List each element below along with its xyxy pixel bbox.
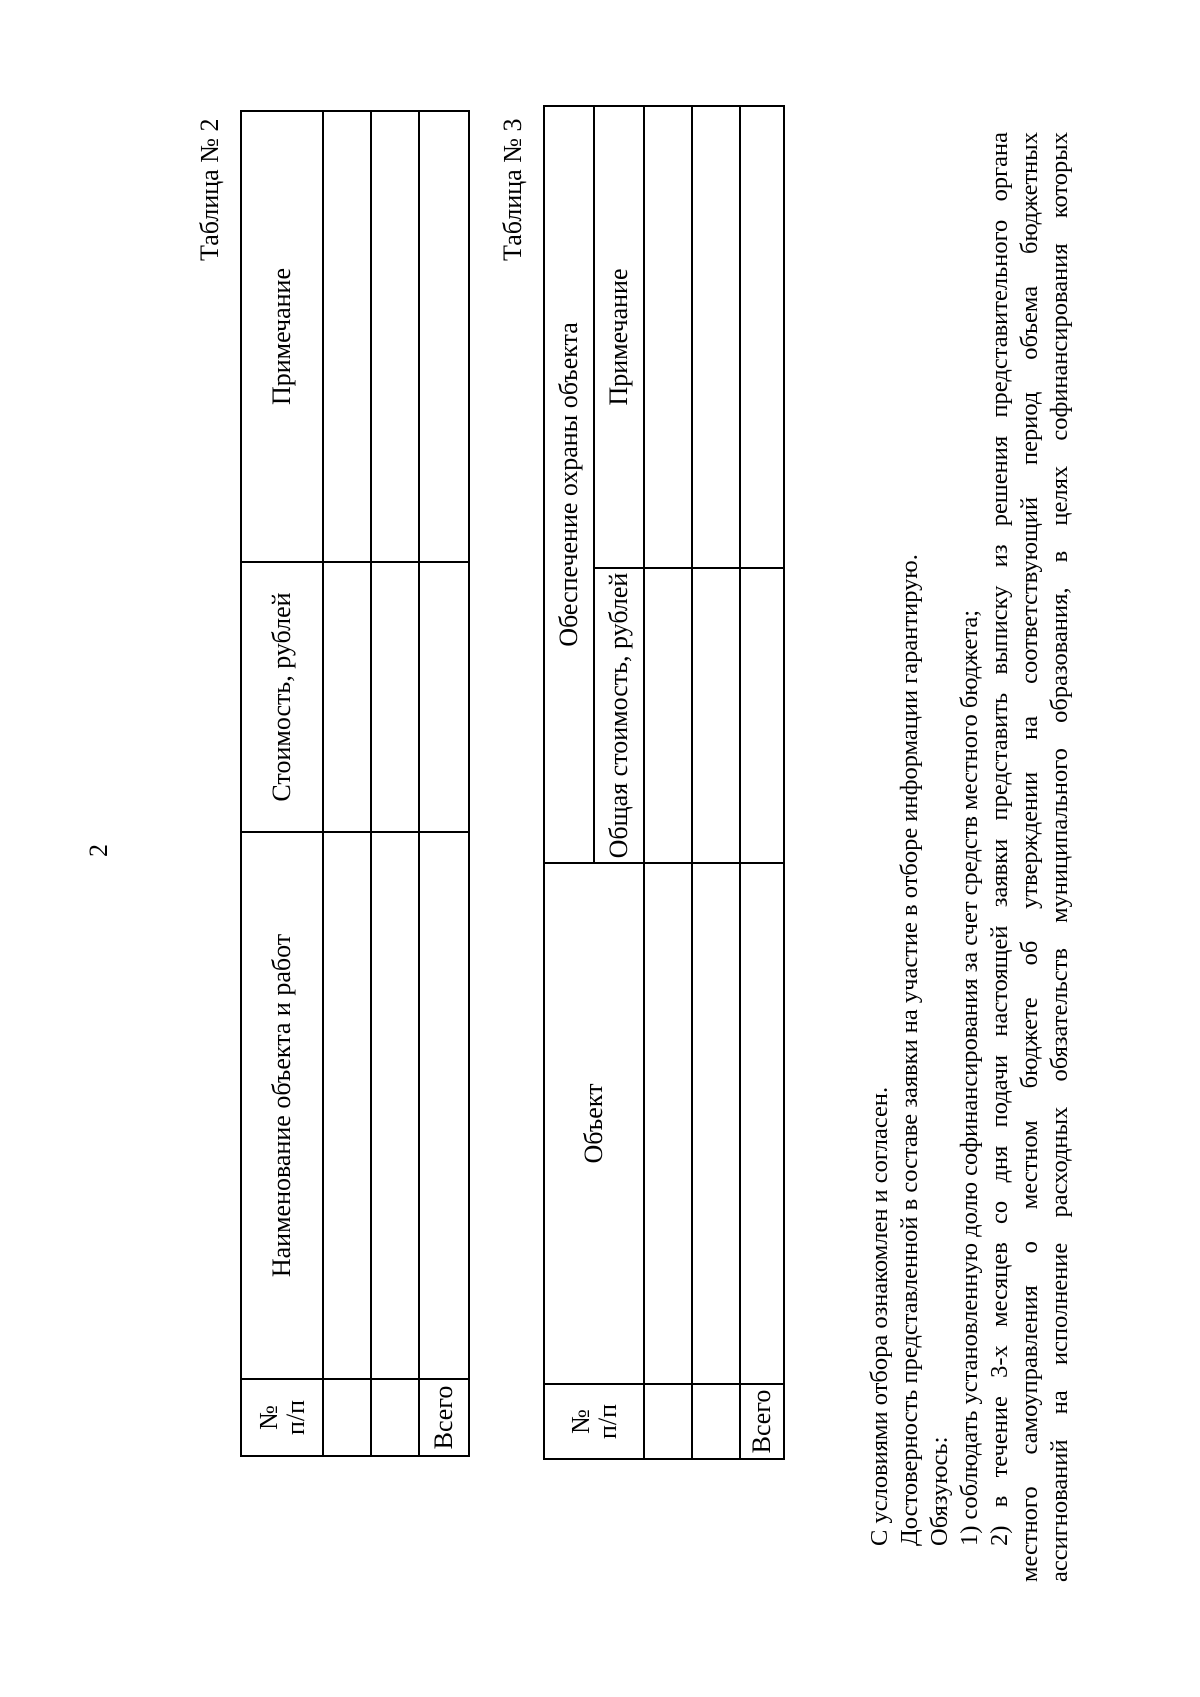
table2-header-name: Наименование объекта и работ: [241, 832, 323, 1379]
table2: [240, 110, 470, 1457]
table3: [543, 105, 785, 1460]
page-number: 2: [84, 844, 113, 857]
table3-total-label: Всего: [740, 1384, 784, 1459]
table3-caption: Таблица № 3: [498, 118, 527, 261]
text-line-1: С условиями отбора ознакомлен и согласен.: [866, 1086, 893, 1546]
num-symbol: №: [566, 1409, 595, 1434]
table2-header-num: [241, 1379, 323, 1456]
table3-header-object: Объект: [544, 863, 644, 1384]
body-text: [865, 132, 1075, 1582]
table3-header-security: Обеспечение охраны объекта: [544, 106, 594, 863]
text-line-7: ассигнований на исполнение расходных обязательств муниципального образования, в целях софинансирования которых: [1046, 132, 1073, 1582]
table3-header-num: [544, 1384, 644, 1459]
text-line-4: 1) соблюдать установленную долю софинансирования за счет средств местного бюджета;: [956, 609, 983, 1546]
text-line-3: Обязуюсь:: [926, 1436, 953, 1546]
table-row: [371, 111, 419, 1456]
table3-header-row-1: [544, 106, 594, 1459]
table2-total-row: [419, 111, 469, 1456]
table3-header-total-cost: Общая стоимость, рублей: [594, 568, 644, 863]
table-row: [323, 111, 371, 1456]
num-symbol: №: [254, 1405, 283, 1430]
num-abbrev: п/п: [593, 1403, 622, 1440]
table-row: [692, 106, 740, 1459]
table2-header-row: [241, 111, 323, 1456]
table2-header-note: Примечание: [241, 111, 323, 562]
text-line-5: 2) в течение 3-х месяцев со дня подачи настоящей заявки представить выписку из решения представительного органа: [986, 132, 1013, 1546]
table2-total-label: Всего: [419, 1379, 469, 1456]
table3-total-row: [740, 106, 784, 1459]
table-row: [644, 106, 692, 1459]
table3-header-note: Примечание: [594, 106, 644, 568]
table2-header-cost: Стоимость, рублей: [241, 562, 323, 832]
table2-caption: Таблица № 2: [195, 118, 224, 261]
text-line-6: местного самоуправления о местном бюджете об утверждении на соответствующий период объема бюджетных: [1016, 132, 1043, 1582]
num-abbrev: п/п: [281, 1399, 310, 1436]
text-line-2: Достоверность представленной в составе заявки на участие в отборе информации гарантирую.: [896, 554, 923, 1546]
